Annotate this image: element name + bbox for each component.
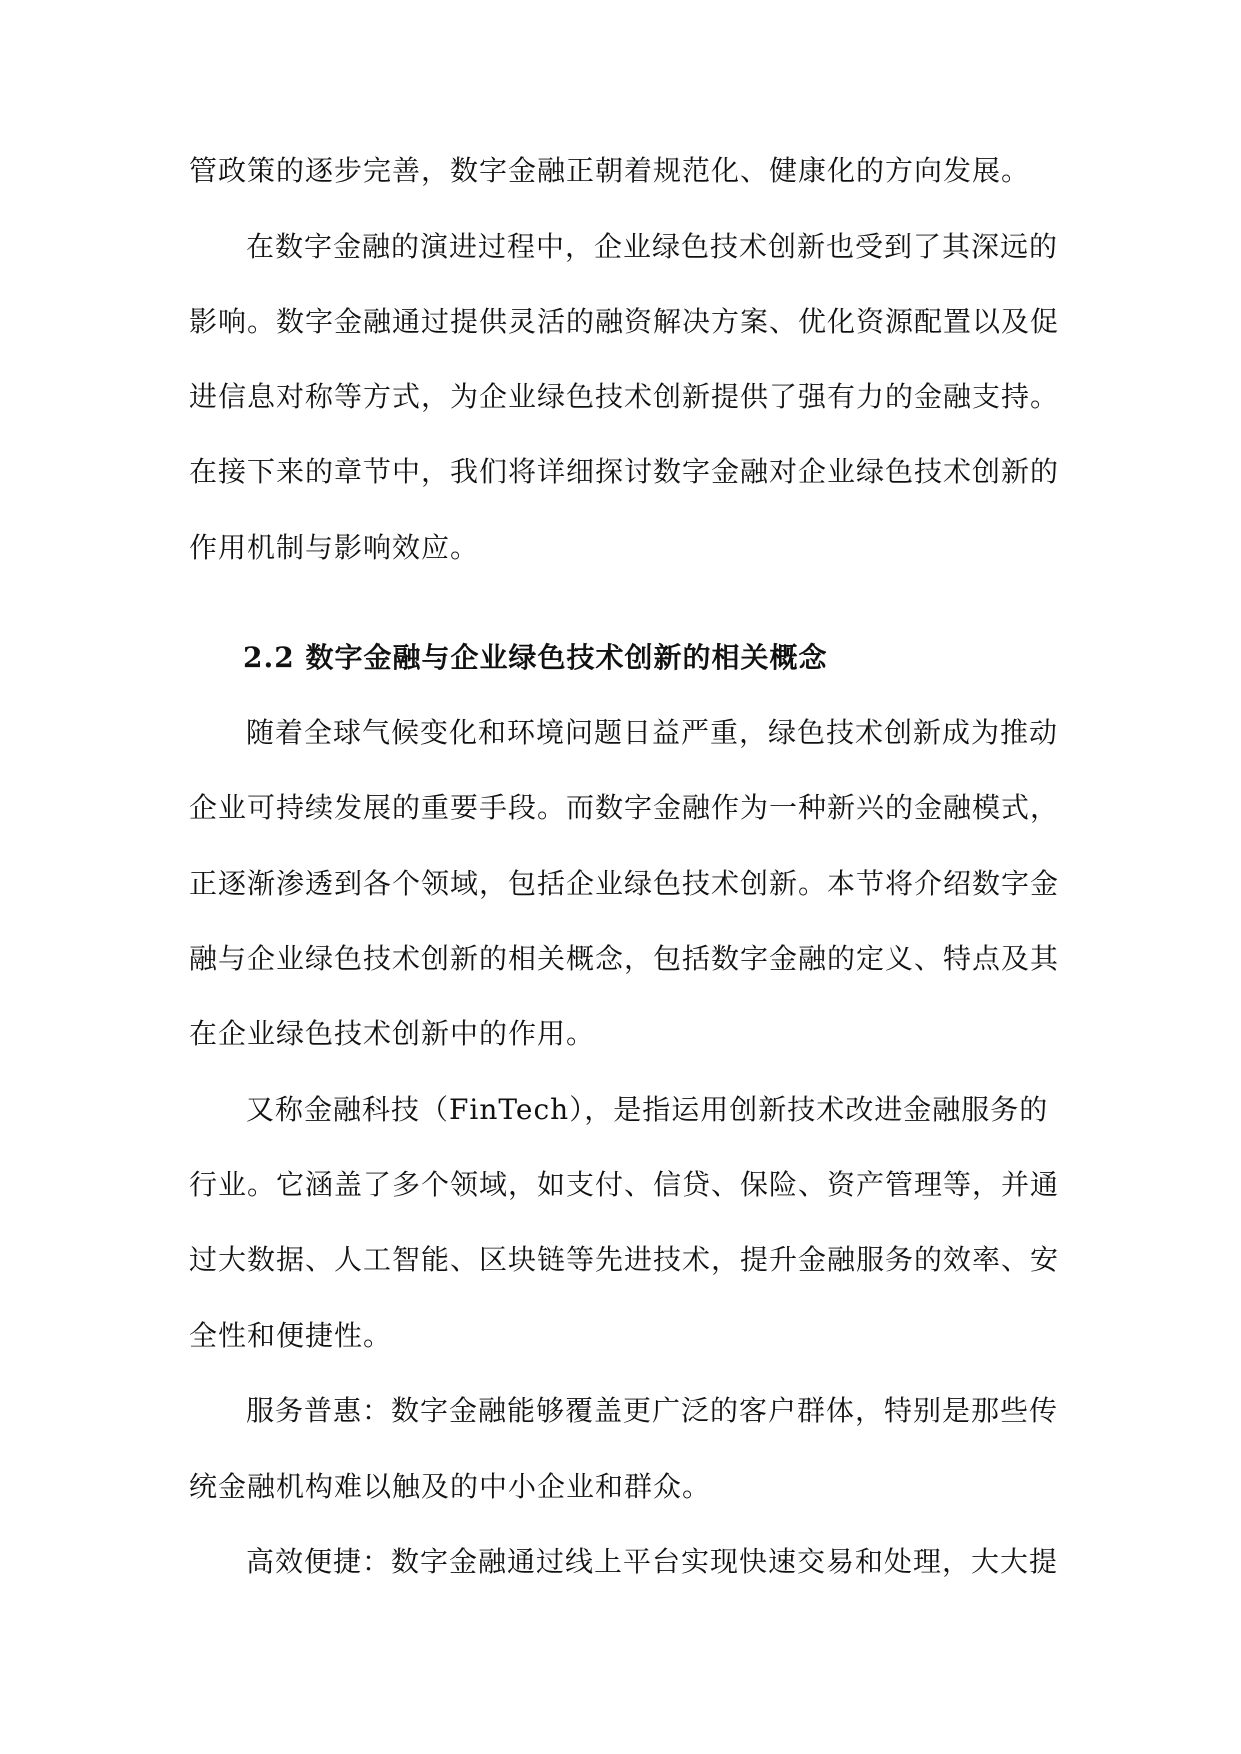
paragraph-line: 融与企业绿色技术创新的相关概念，包括数字金融的定义、特点及其 — [189, 942, 1060, 975]
paragraph-line: 全性和便捷性。 — [189, 1319, 393, 1352]
paragraph-line: 统金融机构难以触及的中小企业和群众。 — [189, 1470, 712, 1503]
paragraph-line: 正逐渐渗透到各个领域，包括企业绿色技术创新。本节将介绍数字金 — [189, 867, 1060, 900]
paragraph-line: 又称金融科技（FinTech），是指运用创新技术改进金融服务的 — [246, 1093, 1049, 1126]
paragraph-line: 管政策的逐步完善，数字金融正朝着规范化、健康化的方向发展。 — [189, 154, 1031, 187]
paragraph-line: 服务普惠：数字金融能够覆盖更广泛的客户群体，特别是那些传 — [246, 1394, 1059, 1427]
paragraph-line: 企业可持续发展的重要手段。而数字金融作为一种新兴的金融模式， — [189, 791, 1060, 824]
paragraph-line: 影响。数字金融通过提供灵活的融资解决方案、优化资源配置以及促 — [189, 305, 1060, 338]
section-heading: 2.2 数字金融与企业绿色技术创新的相关概念 — [243, 641, 828, 674]
paragraph-line: 在接下来的章节中，我们将详细探讨数字金融对企业绿色技术创新的 — [189, 455, 1060, 488]
paragraph-line: 行业。它涵盖了多个领域，如支付、信贷、保险、资产管理等，并通 — [189, 1168, 1060, 1201]
paragraph-line: 作用机制与影响效应。 — [189, 531, 480, 564]
paragraph-line: 在企业绿色技术创新中的作用。 — [189, 1017, 596, 1050]
paragraph-line: 过大数据、人工智能、区块链等先进技术，提升金融服务的效率、安 — [189, 1243, 1060, 1276]
paragraph-line: 在数字金融的演进过程中，企业绿色技术创新也受到了其深远的 — [246, 230, 1059, 263]
paragraph-line: 随着全球气候变化和环境问题日益严重，绿色技术创新成为推动 — [246, 716, 1059, 749]
paragraph-line: 进信息对称等方式，为企业绿色技术创新提供了强有力的金融支持。 — [189, 380, 1060, 413]
paragraph-line: 高效便捷：数字金融通过线上平台实现快速交易和处理，大大提 — [246, 1545, 1059, 1578]
